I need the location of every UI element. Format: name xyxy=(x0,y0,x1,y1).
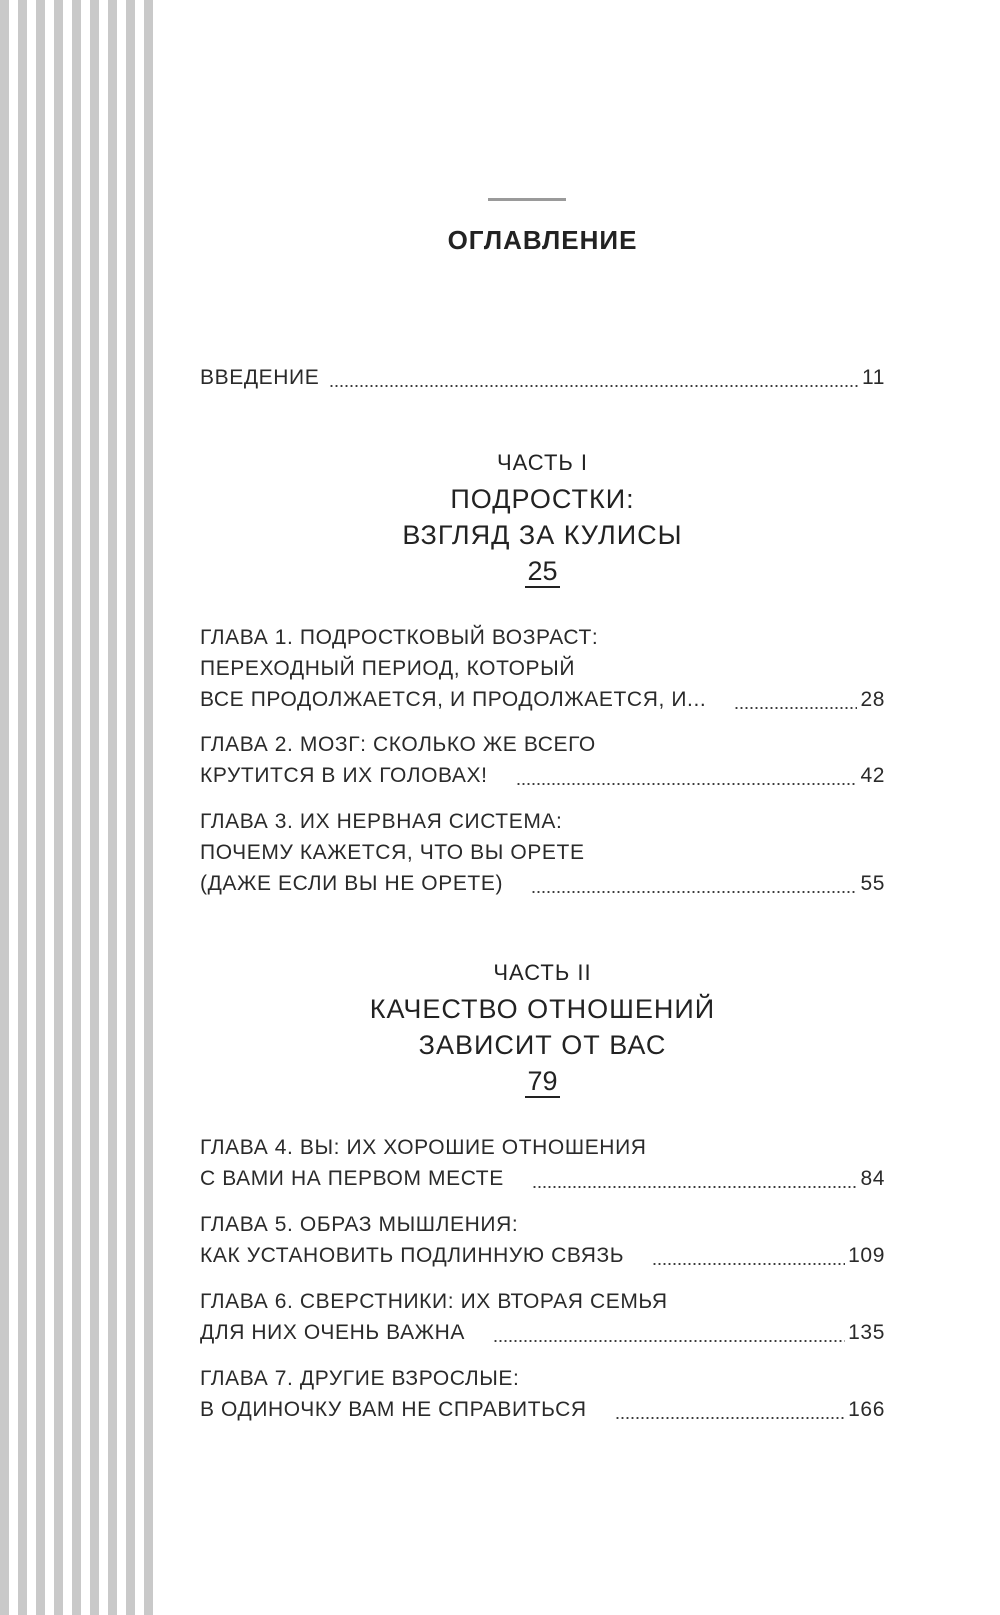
entry-text: ГЛАВА 1. ПОДРОСТКОВЫЙ ВОЗРАСТ: xyxy=(200,626,599,649)
entry-page-number: 42 xyxy=(860,764,885,787)
part-heading-2 xyxy=(200,955,885,1099)
entry-page-number: 11 xyxy=(862,366,885,389)
entry-text: ПОЧЕМУ КАЖЕТСЯ, ЧТО ВЫ ОРЕТЕ xyxy=(200,841,585,864)
part-heading-1 xyxy=(200,445,885,589)
toc-entry-chapter-1[interactable] xyxy=(200,622,885,715)
dot-leader xyxy=(516,783,858,785)
toc-entry-chapter-2[interactable] xyxy=(200,729,885,791)
toc-entry-chapter-7[interactable] xyxy=(200,1363,885,1425)
page-title: ОГЛАВЛЕНИЕ xyxy=(447,225,638,255)
entry-page-number: 135 xyxy=(848,1321,885,1344)
decorative-stripes xyxy=(0,0,160,1615)
part-page-number[interactable]: 79 xyxy=(527,1066,558,1096)
entry-page-number: 55 xyxy=(860,872,885,895)
part-title-line: ВЗГЛЯД ЗА КУЛИСЫ xyxy=(402,520,683,550)
entry-text: ГЛАВА 2. МОЗГ: СКОЛЬКО ЖЕ ВСЕГО xyxy=(200,733,596,756)
toc-entry-chapter-4[interactable] xyxy=(200,1132,885,1194)
part-title-line: КАЧЕСТВО ОТНОШЕНИЙ xyxy=(369,994,716,1024)
dot-leader xyxy=(329,385,859,387)
entry-text: С ВАМИ НА ПЕРВОМ МЕСТЕ xyxy=(200,1167,504,1190)
part-label: ЧАСТЬ I xyxy=(496,450,589,475)
part-title-line: ЗАВИСИТ ОТ ВАС xyxy=(418,1030,667,1060)
entry-page-number: 84 xyxy=(860,1167,885,1190)
entry-text: ВСЕ ПРОДОЛЖАЕТСЯ, И ПРОДОЛЖАЕТСЯ, И... xyxy=(200,688,707,711)
toc-entry-chapter-3[interactable] xyxy=(200,806,885,899)
dot-leader xyxy=(532,1186,858,1188)
dot-leader xyxy=(734,707,857,709)
dot-leader xyxy=(615,1417,846,1419)
dot-leader xyxy=(531,891,857,893)
entry-text: ДЛЯ НИХ ОЧЕНЬ ВАЖНА xyxy=(200,1321,466,1344)
title-rule xyxy=(488,198,566,201)
entry-text: КРУТИТСЯ В ИХ ГОЛОВАХ! xyxy=(200,764,488,787)
toc-entry-intro[interactable] xyxy=(200,362,885,393)
entry-text: ПЕРЕХОДНЫЙ ПЕРИОД, КОТОРЫЙ xyxy=(200,657,576,680)
entry-text: ГЛАВА 7. ДРУГИЕ ВЗРОСЛЫЕ: xyxy=(200,1367,520,1390)
entry-text: В ОДИНОЧКУ ВАМ НЕ СПРАВИТЬСЯ xyxy=(200,1398,587,1421)
entry-text: ГЛАВА 5. ОБРАЗ МЫШЛЕНИЯ: xyxy=(200,1213,519,1236)
entry-page-number: 109 xyxy=(848,1244,885,1267)
entry-text: ВВЕДЕНИЕ xyxy=(200,366,320,389)
part-label: ЧАСТЬ II xyxy=(493,960,592,985)
toc-entry-chapter-5[interactable] xyxy=(200,1209,885,1271)
entry-text: ГЛАВА 3. ИХ НЕРВНАЯ СИСТЕМА: xyxy=(200,810,563,833)
entry-text: КАК УСТАНОВИТЬ ПОДЛИННУЮ СВЯЗЬ xyxy=(200,1244,625,1267)
toc-entry-chapter-6[interactable] xyxy=(200,1286,885,1348)
dot-leader xyxy=(493,1340,845,1342)
entry-page-number: 28 xyxy=(860,688,885,711)
entry-text: ГЛАВА 6. СВЕРСТНИКИ: ИХ ВТОРАЯ СЕМЬЯ xyxy=(200,1290,668,1313)
entry-text: (ДАЖЕ ЕСЛИ ВЫ НЕ ОРЕТЕ) xyxy=(200,872,504,895)
entry-text: ГЛАВА 4. ВЫ: ИХ ХОРОШИЕ ОТНОШЕНИЯ xyxy=(200,1136,647,1159)
part-title-line: ПОДРОСТКИ: xyxy=(450,484,635,514)
dot-leader xyxy=(652,1263,845,1265)
entry-page-number: 166 xyxy=(848,1398,885,1421)
part-page-number[interactable]: 25 xyxy=(527,556,558,586)
